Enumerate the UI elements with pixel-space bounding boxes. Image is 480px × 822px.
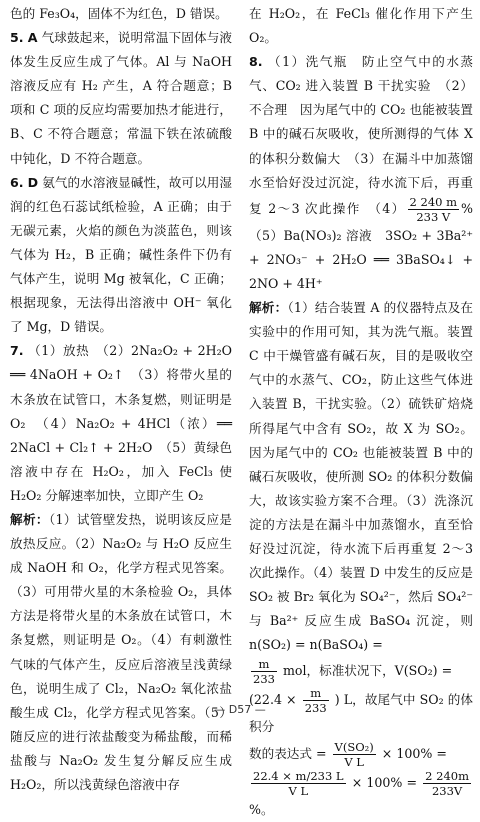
question-6: [10, 171, 232, 340]
question-answer: （1）洗气瓶 防止空气中的水蒸气、CO₂ 进入装置 B 干扰实验 （2）不合理 因为尾气中的 CO₂ 也能被装置 B 中的碱石灰吸收，使所测得的气体 X 的体积分数偏大 （3）在漏斗中加蒸馏水至恰好没过沉淀，待水流下后，再重复 2～3 次此操作 （4）: [249, 54, 473, 216]
question-number: 5.: [10, 30, 24, 46]
mol-expression: [249, 657, 473, 686]
fraction-numerator: 22.4 × m/233 L: [253, 768, 344, 783]
fraction-denominator: 233V: [431, 783, 463, 798]
fraction-denominator: 233 V: [416, 209, 451, 224]
unit: %。: [249, 801, 274, 817]
fraction: [408, 195, 459, 224]
question-8-analysis: [249, 296, 473, 657]
volume-fraction-expression: [249, 740, 473, 769]
analysis-label: 解析：: [249, 300, 288, 316]
analysis-label: 解析：: [10, 511, 49, 527]
expression-suffix: × 100% =: [381, 745, 447, 761]
fraction-denominator: 233: [304, 701, 327, 716]
left-column: [10, 2, 232, 797]
fraction: [423, 769, 471, 798]
question-number: 7.: [10, 343, 24, 359]
mol-text: mol，标准状况下，V(SO₂) =: [282, 663, 453, 679]
question-7-analysis: [10, 508, 232, 797]
question-5: [10, 26, 232, 171]
fraction: [333, 740, 376, 769]
question-number: 8.: [249, 54, 263, 70]
fraction: [251, 657, 277, 686]
question-number: 6.: [10, 174, 24, 190]
question-7: [10, 339, 232, 508]
answer-part-5-equation: 溶液 3SO₂ + 3Ba²⁺ + 2NO₃⁻ + 2H₂O ══ 3BaSO₄↓ + 2NO + 4H⁺: [249, 227, 474, 291]
page-number: — D57 —: [214, 703, 266, 716]
volume-suffix: ) L，故尾气中 SO₂ 的体积分: [249, 692, 473, 735]
fraction: [251, 769, 346, 798]
unit: %: [461, 200, 473, 216]
paragraph-continuation: 色的 Fe₃O₄，固体不为红色，D 错误。: [10, 6, 228, 21]
question-explanation: 氨气的水溶液显碱性，故可以用湿润的红色石蕊试纸检验，A 正确；由于无碳元素，火焰的颜色为淡蓝色，则该气体为 H₂，B 正确；碱性条件下仍有气体产生，说明 Mg 被氧化，C 正确；根据现象，无法得出溶液中 OH⁻ 氧化了 Mg，D 错误。: [10, 174, 232, 335]
fraction-numerator: 2 240 m: [409, 194, 458, 209]
expression-prefix: 数的表达式 =: [249, 745, 327, 761]
question-answer: （1）放热 （2）2Na₂O₂ + 2H₂O ══ 4NaOH + O₂↑ （3）将带火星的木条放在试管口，木条复燃，则证明是 O₂ （4）Na₂O₂ + 4HCl（浓）══ 2NaCl + Cl₂↑ + 2H₂O （5）黄绿色溶液中存在 H₂O₂，加入 FeCl₃ 使 H₂O₂ 分解速率加快，立即产生 O₂: [10, 343, 232, 503]
answer-choice: D: [27, 174, 39, 190]
fraction-denominator: V L: [344, 754, 364, 769]
question-explanation: 气球鼓起来，说明常温下固体与液体发生反应生成了气体。Al 与 NaOH 溶液反应有 H₂ 产生，A 符合题意；B 项和 C 项的反应均需要加热才能进行，B、C 不符合题意；常温下铁在浓硫酸中钝化，D 不符合题意。: [10, 30, 232, 166]
final-middle: × 100% =: [351, 774, 418, 790]
question-8: [249, 50, 473, 296]
analysis-text: （1）结合装置 A 的仪器特点及在实验中的作用可知，其为洗气瓶。装置 C 中干燥管盛有碱石灰，目的是吸收空气中的水蒸气、CO₂，防止这些气体进入装置 B，干扰实验。（2）硫铁矿焙烧所得尾气中含有 SO₂，故 X 为 SO₂。因为尾气中的 CO₂ 也能被装置 B 中的碱石灰吸收，使所测 SO₂ 的体积分数偏大，故该实验方案不合理。（3）洗涤沉淀的方法是在漏斗中加蒸馏水，直至恰好没过沉淀，待水流下后再重复 2～3 次此操作。（4）装置 D 中发生的反应是 SO₂ 被 Br₂ 氧化为 SO₄²⁻，然后 SO₄²⁻ 与 Ba²⁺ 反应生成 BaSO₄ 沉淀，则 n(SO₂) = n(BaSO₄) =: [249, 300, 473, 653]
fraction-numerator: m: [251, 657, 277, 672]
paragraph-continuation: 在 H₂O₂，在 FeCl₃ 催化作用下产生 O₂。: [249, 6, 473, 46]
fraction-numerator: V(SO₂): [334, 739, 374, 754]
answer-choice: A: [27, 30, 38, 46]
fraction-denominator: 233: [253, 672, 275, 687]
volume-prefix: (22.4 ×: [249, 692, 297, 708]
answer-part-5: （5）Ba(NO₃)₂: [249, 227, 342, 243]
final-expression: [249, 769, 473, 822]
fraction-numerator: m: [303, 686, 329, 701]
fraction-denominator: V L: [288, 783, 309, 798]
analysis-text: （1）试管壁发热，说明该反应是放热反应。（2）Na₂O₂ 与 H₂O 反应生成 NaOH 和 O₂，化学方程式见答案。（3）可用带火星的木条检验 O₂，具体方法是将带火星的木条放在试管口，木条复燃，则证明是 O₂。（4）有刺激性气味的气体产生，反应后溶液呈浅黄绿色，说明生成了 Cl₂，Na₂O₂ 氧化浓盐酸生成 Cl₂，化学方程式见答案。（5）随反应的进行浓盐酸变为稀盐酸，而稀盐酸与 Na₂O₂ 发生复分解反应生成 H₂O₂，所以浅黄绿色溶液中存: [10, 511, 232, 792]
fraction-numerator: 2 240m: [425, 768, 469, 783]
